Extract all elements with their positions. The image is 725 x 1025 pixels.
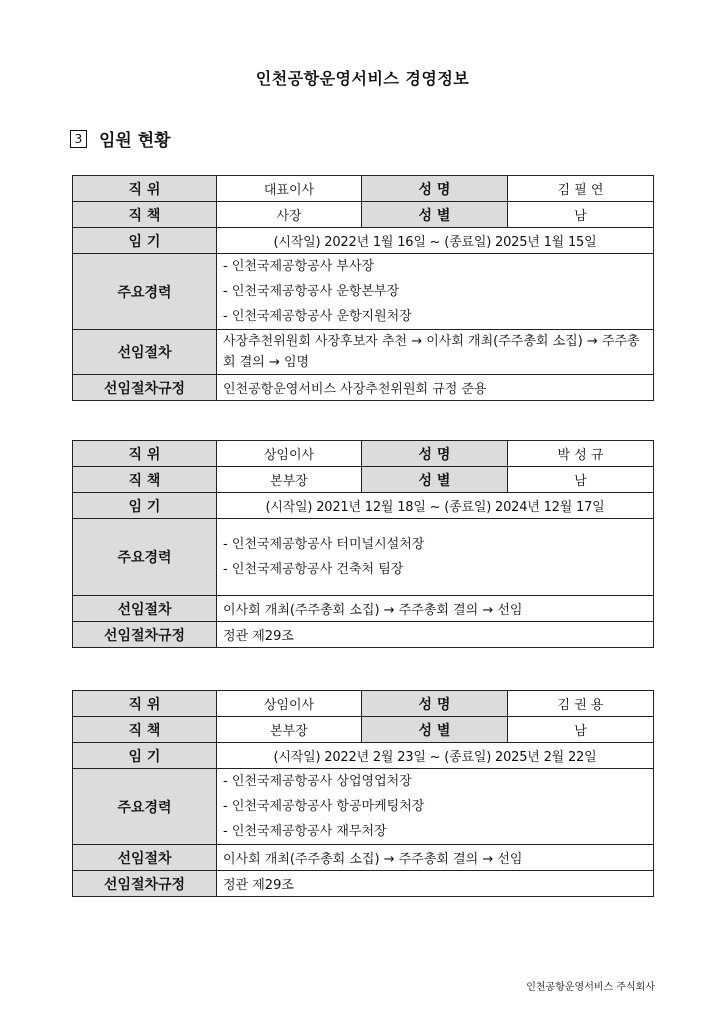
position-label: 직 위 <box>73 176 217 202</box>
career-label: 주요경력 <box>73 519 217 596</box>
section-label: 임원 현황 <box>99 131 171 151</box>
role-label: 직 책 <box>73 467 217 493</box>
career-list <box>217 519 654 596</box>
term-label: 임 기 <box>73 743 217 769</box>
procedure-label: 선임절차 <box>73 845 217 871</box>
rule-label: 선임절차규정 <box>73 871 217 897</box>
gender-label: 성 별 <box>362 467 508 493</box>
procedure-value: 이사회 개최(주주총회 소집) → 주주총회 결의 → 선임 <box>217 845 654 871</box>
term-value: (시작일) 2021년 12월 18일 ~ (종료일) 2024년 12월 17일 <box>217 493 654 519</box>
role-label: 직 책 <box>73 202 217 228</box>
name-value: 김 권 용 <box>508 691 654 717</box>
executive-table-1 <box>72 175 654 401</box>
procedure-label: 선임절차 <box>73 596 217 622</box>
name-label: 성 명 <box>362 691 508 717</box>
name-value: 김 필 연 <box>508 176 654 202</box>
career-list <box>217 254 654 330</box>
procedure-label: 선임절차 <box>73 330 217 375</box>
career-item: - 인천국제공항공사 터미널시설처장 <box>223 537 425 552</box>
gender-value: 남 <box>508 202 654 228</box>
role-value: 본부장 <box>217 467 362 493</box>
career-item: - 인천국제공항공사 운항지원처장 <box>223 309 412 324</box>
term-value: (시작일) 2022년 2월 23일 ~ (종료일) 2025년 2월 22일 <box>217 743 654 769</box>
rule-value: 인천공항운영서비스 사장추천위원회 규정 준용 <box>217 375 654 401</box>
career-list <box>217 769 654 845</box>
executive-table-3 <box>72 690 654 897</box>
name-label: 성 명 <box>362 176 508 202</box>
role-value: 사장 <box>217 202 362 228</box>
career-item: - 인천국제공항공사 운항본부장 <box>223 284 400 299</box>
position-label: 직 위 <box>73 691 217 717</box>
rule-label: 선임절차규정 <box>73 622 217 648</box>
name-label: 성 명 <box>362 441 508 467</box>
section-number-box: 3 <box>70 130 87 148</box>
role-value: 본부장 <box>217 717 362 743</box>
gender-value: 남 <box>508 717 654 743</box>
term-value: (시작일) 2022년 1월 16일 ~ (종료일) 2025년 1월 15일 <box>217 228 654 254</box>
career-item: - 인천국제공항공사 재무처장 <box>223 824 387 839</box>
rule-value: 정관 제29조 <box>217 871 654 897</box>
career-label: 주요경력 <box>73 769 217 845</box>
gender-value: 남 <box>508 467 654 493</box>
procedure-value: 이사회 개최(주주총회 소집) → 주주총회 결의 → 선임 <box>217 596 654 622</box>
career-item: - 인천국제공항공사 건축처 팀장 <box>223 562 404 577</box>
position-value: 상임이사 <box>217 441 362 467</box>
position-value: 대표이사 <box>217 176 362 202</box>
footer-company: 인천공항운영서비스 주식회사 <box>526 982 655 993</box>
term-label: 임 기 <box>73 228 217 254</box>
page-title: 인천공항운영서비스 경영정보 <box>255 69 470 88</box>
rule-value: 정관 제29조 <box>217 622 654 648</box>
position-value: 상임이사 <box>217 691 362 717</box>
role-label: 직 책 <box>73 717 217 743</box>
career-label: 주요경력 <box>73 254 217 330</box>
career-item: - 인천국제공항공사 부사장 <box>223 259 375 274</box>
career-item: - 인천국제공항공사 상업영업처장 <box>223 774 412 789</box>
gender-label: 성 별 <box>362 202 508 228</box>
career-item: - 인천국제공항공사 항공마케팅처장 <box>223 799 425 814</box>
procedure-value: 사장추천위원회 사장후보자 추천 → 이사회 개최(주주총회 소집) → 주주총회 결의 → 임명 <box>217 330 654 375</box>
rule-label: 선임절차규정 <box>73 375 217 401</box>
term-label: 임 기 <box>73 493 217 519</box>
section-heading <box>70 126 171 151</box>
name-value: 박 성 규 <box>508 441 654 467</box>
gender-label: 성 별 <box>362 717 508 743</box>
position-label: 직 위 <box>73 441 217 467</box>
executive-table-2 <box>72 440 654 648</box>
